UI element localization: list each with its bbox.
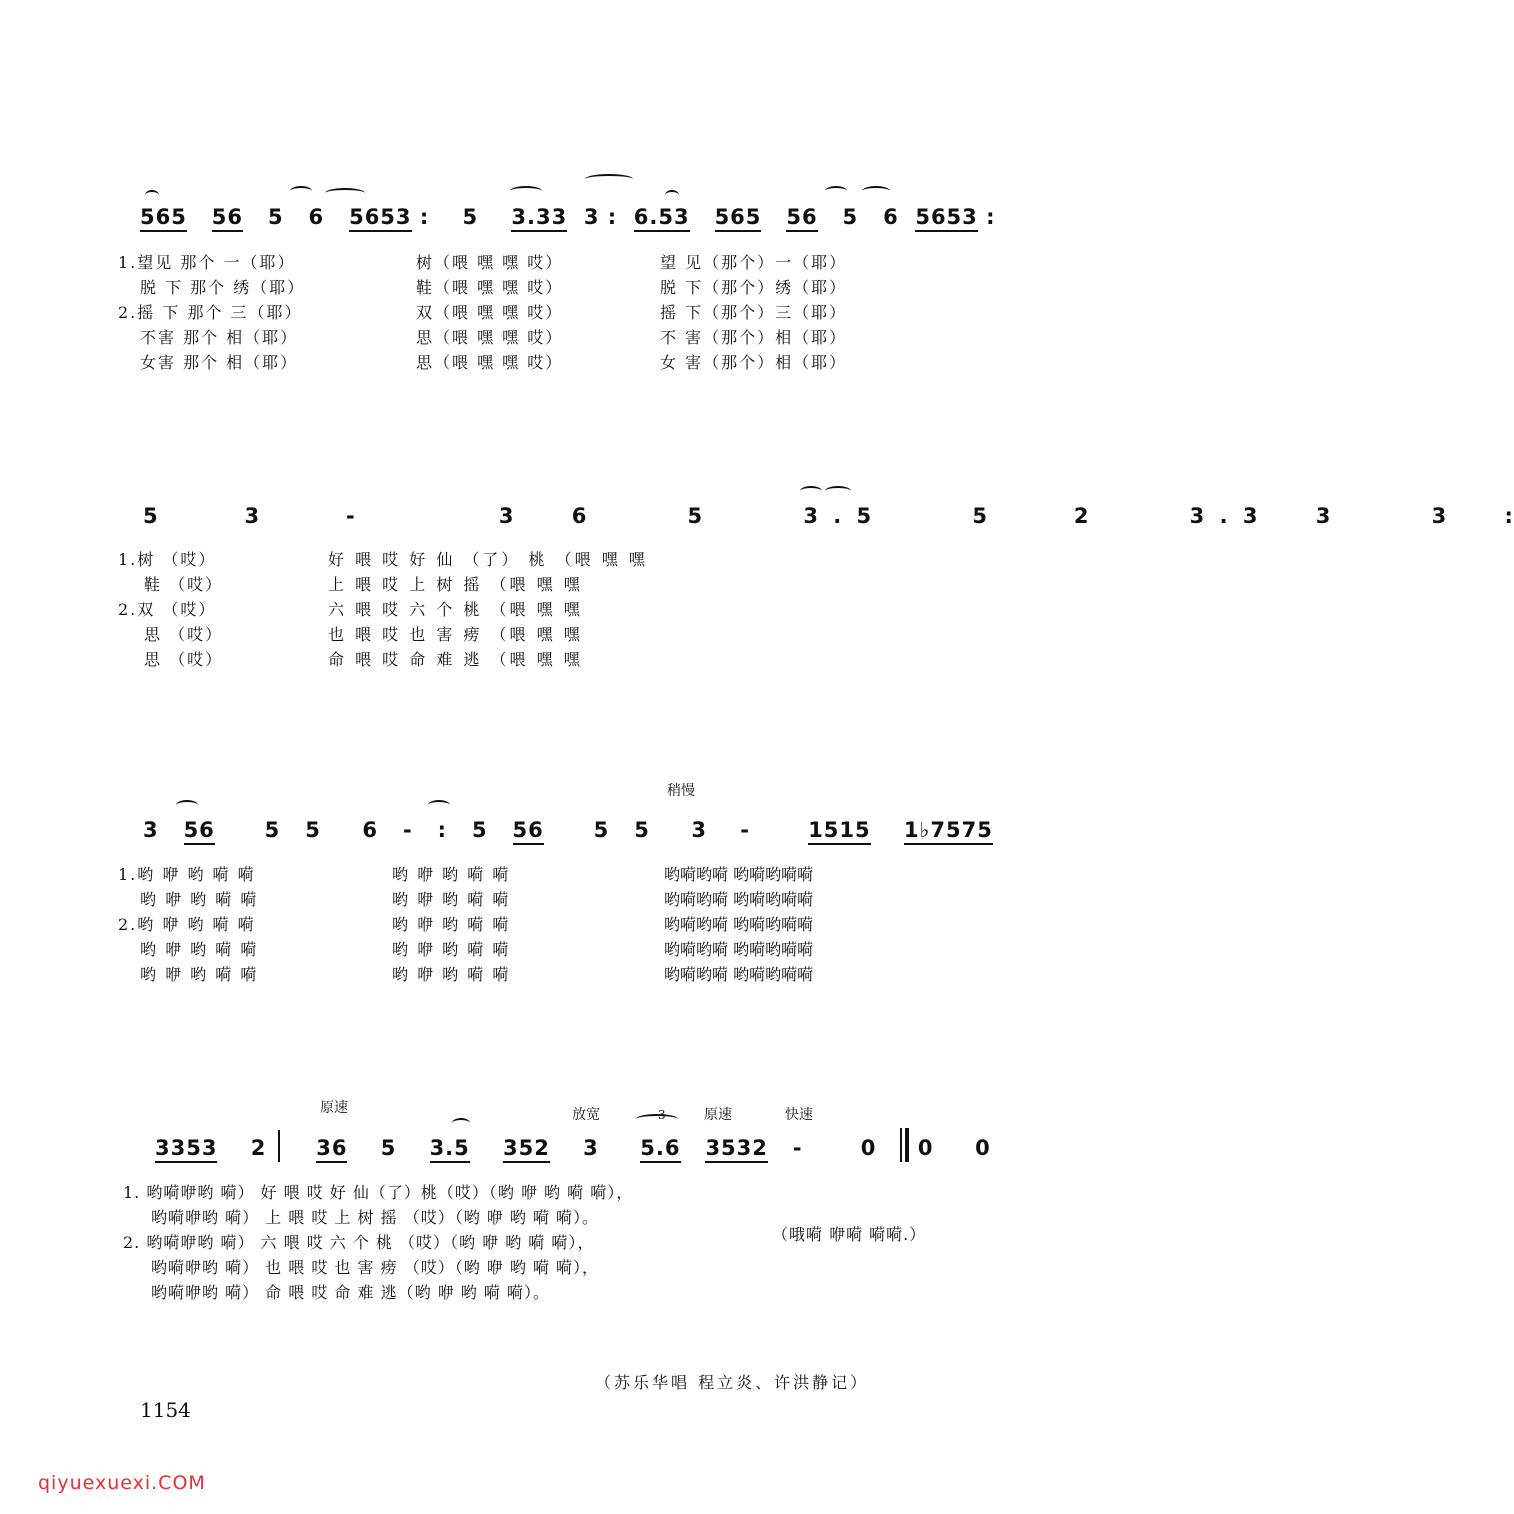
- lyric-line: 哟嗬哟嗬 哟嗬哟嗬嗬: [664, 940, 814, 959]
- note-group: 5.6: [640, 1136, 680, 1163]
- lyric-line: 也 喂 哎 也 害 痨 （喂 嘿 嘿: [328, 625, 583, 644]
- tempo-marking: 放宽: [572, 1107, 600, 1123]
- note: 3: [691, 818, 708, 842]
- lyric-line: 2. 哟嗬咿哟 嗬） 六 喂 哎 六 个 桃 （哎）（哟 咿 哟 嗬 嗬），: [123, 1233, 595, 1252]
- note: 5: [143, 504, 159, 528]
- lyric-line: 哟嗬咿哟 嗬） 上 喂 哎 上 树 摇 （哎）（哟 咿 哟 嗬 嗬）。: [151, 1208, 600, 1227]
- notes-3: [143, 818, 993, 842]
- dash: -: [346, 504, 356, 528]
- slur: [585, 174, 633, 184]
- lyric-line: 哟 咿 哟 嗬 嗬: [392, 940, 511, 959]
- notes-1: [140, 205, 996, 229]
- note: 5: [267, 205, 284, 229]
- lyric-line: 2.哟 咿 哟 嗬 嗬: [118, 915, 256, 934]
- rest: 0: [975, 1136, 991, 1160]
- lyric-line: 哟 咿 哟 嗬 嗬: [140, 965, 259, 984]
- lyric-line: 不 害（那个）相（耶）: [660, 328, 848, 347]
- lyric-line: 哟嗬咿哟 嗬） 也 喂 哎 也 害 痨 （哎）（哟 咿 哟 嗬 嗬），: [151, 1258, 600, 1277]
- tempo-marking: 稍慢: [667, 783, 695, 799]
- note: 5: [305, 818, 321, 842]
- lyric-line: 望 见（那个）一（耶）: [660, 253, 848, 272]
- triplet-mark: 3: [658, 1108, 666, 1122]
- lyric-line: 女 害（那个）相（耶）: [660, 353, 848, 372]
- final-barline: [905, 1128, 909, 1162]
- note-group: 56: [212, 205, 243, 232]
- slur: [665, 190, 679, 200]
- lyric-line: 哟嗬哟嗬 哟嗬哟嗬嗬: [664, 915, 814, 934]
- slur: [636, 1114, 678, 1124]
- note-group: 3353: [155, 1136, 217, 1163]
- lyric-line: 思（喂 嘿 嘿 哎）: [416, 353, 564, 372]
- note: 6: [883, 205, 899, 229]
- note-group: 56: [786, 205, 817, 232]
- note-group: 56: [513, 818, 544, 845]
- lyric-line: 鞋 （哎）: [144, 575, 224, 594]
- tempo-marking: 原速: [320, 1100, 348, 1116]
- lyric-line: 脱 下 那个 绣（耶）: [140, 278, 306, 297]
- note: 3: [143, 818, 159, 842]
- lyric-line: 六 喂 哎 六 个 桃 （喂 嘿 嘿: [328, 600, 583, 619]
- slur: [825, 186, 847, 196]
- lyric-line: 哟嗬哟嗬 哟嗬哟嗬嗬: [664, 890, 814, 909]
- lyric-line: 哟 咿 哟 嗬 嗬: [392, 915, 511, 934]
- note-group: 1515: [808, 818, 870, 845]
- repeat-sign: :: [437, 818, 448, 842]
- note: 3: [583, 1136, 599, 1160]
- lyric-line: 命 喂 哎 命 难 逃 （喂 嘿 嘿: [328, 650, 583, 669]
- note: 5: [264, 818, 281, 842]
- note-group: 565: [715, 205, 762, 232]
- lyric-line: 1.望见 那个 一（耶）: [118, 253, 296, 272]
- dash: -: [740, 818, 750, 842]
- slur: [325, 188, 365, 198]
- tempo-marking: 原速: [704, 1107, 732, 1123]
- note: 2: [1073, 504, 1090, 528]
- lyrics-block-left: [118, 862, 258, 987]
- lyrics-block-right: [328, 547, 648, 672]
- lyric-line: 鞋（喂 嘿 嘿 哎）: [416, 278, 564, 297]
- lyrics-block-mid: [416, 250, 563, 375]
- note: 3: [244, 504, 261, 528]
- lyrics-block-left: [118, 547, 223, 672]
- lyric-line: 哟嗬咿哟 嗬） 命 喂 哎 命 难 逃（哟 咿 哟 嗬 嗬）。: [151, 1283, 550, 1302]
- note-group: 3.33: [511, 205, 567, 232]
- note-group: 5653: [915, 205, 977, 232]
- lyric-line: 哟嗬哟嗬 哟嗬哟嗬嗬: [664, 965, 814, 984]
- rest: 0: [917, 1136, 934, 1160]
- slur: [800, 486, 822, 496]
- lyric-line: 2.摇 下 那个 三（耶）: [118, 303, 303, 322]
- note-group: 3532: [705, 1136, 767, 1163]
- repeat-sign: :: [607, 205, 618, 229]
- page-number: 1154: [140, 1398, 191, 1422]
- lyric-line: 摇 下（那个）三（耶）: [660, 303, 848, 322]
- lyric-line: 不害 那个 相（耶）: [140, 328, 299, 347]
- lyric-line: 哟 咿 哟 嗬 嗬: [392, 865, 511, 884]
- final-barline: [900, 1128, 902, 1162]
- lyrics-block-mid: [392, 862, 510, 987]
- coda-lyric: （哦嗬 咿嗬 嗬嗬.）: [772, 1225, 927, 1244]
- note: 5: [471, 818, 488, 842]
- slur: [510, 186, 542, 196]
- note: 3: [1431, 504, 1448, 528]
- lyric-line: 哟 咿 哟 嗬 嗬: [392, 890, 511, 909]
- slur: [452, 1118, 470, 1128]
- slur: [862, 186, 890, 196]
- lyric-line: 1.树 （哎）: [118, 550, 217, 569]
- lyric-line: 思 （哎）: [144, 650, 224, 669]
- note: 3: [498, 504, 515, 528]
- lyrics-block-right: [660, 250, 847, 375]
- note: 2: [250, 1136, 267, 1160]
- lyric-line: 哟 咿 哟 嗬 嗬: [140, 890, 259, 909]
- slur: [145, 190, 159, 200]
- lyric-line: 上 喂 哎 上 树 摇 （喂 嘿 嘿: [328, 575, 583, 594]
- barline: [278, 1130, 280, 1162]
- repeat-sign: :: [1504, 504, 1514, 528]
- lyrics-block-left: [118, 250, 305, 375]
- note-group: 3 . 5: [803, 504, 873, 528]
- lyric-line: 哟 咿 哟 嗬 嗬: [140, 940, 259, 959]
- lyric-line: 1.哟 咿 哟 嗬 嗬: [118, 865, 256, 884]
- lyric-line: 1. 哟嗬咿哟 嗬） 好 喂 哎 好 仙（了）桃（哎）（哟 咿 哟 嗬 嗬），: [123, 1183, 634, 1202]
- watermark: qiyuexuexi.COM: [38, 1472, 206, 1494]
- lyric-line: 哟 咿 哟 嗬 嗬: [392, 965, 511, 984]
- notes-2: [143, 504, 1514, 528]
- lyric-line: 思（喂 嘿 嘿 哎）: [416, 328, 564, 347]
- repeat-sign: :: [986, 205, 996, 229]
- lyric-line: 好 喂 哎 好 仙 （了） 桃 （喂 嘿 嘿: [328, 550, 648, 569]
- note-group: 352: [503, 1136, 550, 1163]
- lyric-line: 哟嗬哟嗬 哟嗬哟嗬嗬: [664, 865, 814, 884]
- lyrics-block-right: [664, 862, 813, 987]
- credit-line: （苏乐华唱 程立炎、许洪静记）: [595, 1373, 870, 1392]
- note: 5: [380, 1136, 397, 1160]
- repeat-sign: :: [419, 205, 430, 229]
- dash: -: [402, 818, 413, 842]
- note-group: 565: [140, 205, 187, 232]
- note: 5: [593, 818, 610, 842]
- lyric-line: 脱 下（那个）绣（耶）: [660, 278, 848, 297]
- lyric-line: 2.双 （哎）: [118, 600, 217, 619]
- note: 5: [972, 504, 988, 528]
- note-group: 3.5: [430, 1136, 470, 1163]
- note: 5: [842, 205, 859, 229]
- tempo-marking: 快速: [785, 1107, 813, 1123]
- rest: 0: [860, 1136, 877, 1160]
- slur: [428, 800, 450, 810]
- note-group: 56: [184, 818, 215, 845]
- notes-4: [155, 1136, 991, 1160]
- note: 3: [1315, 504, 1332, 528]
- lyric-line: 双（喂 嘿 嘿 哎）: [416, 303, 564, 322]
- note-group: 36: [316, 1136, 347, 1163]
- note-group: 5653: [349, 205, 411, 232]
- lyric-line: 树（喂 嘿 嘿 哎）: [416, 253, 564, 272]
- note: 6: [362, 818, 379, 842]
- slur: [290, 186, 312, 196]
- note: 6: [308, 205, 325, 229]
- note-group: 6.53: [634, 205, 690, 232]
- note: 5: [634, 818, 650, 842]
- note: 5: [462, 205, 479, 229]
- lyric-line: 思 （哎）: [144, 625, 224, 644]
- note: 6: [571, 504, 588, 528]
- note-group: 3 . 3: [1189, 504, 1259, 528]
- lyric-line: 女害 那个 相（耶）: [140, 353, 299, 372]
- dash: -: [792, 1136, 803, 1160]
- slur: [176, 800, 198, 810]
- note: 3: [583, 205, 600, 229]
- note-group: 1♭7575: [904, 818, 993, 845]
- lyrics-block: [123, 1180, 633, 1305]
- slur: [825, 486, 851, 496]
- note: 5: [687, 504, 704, 528]
